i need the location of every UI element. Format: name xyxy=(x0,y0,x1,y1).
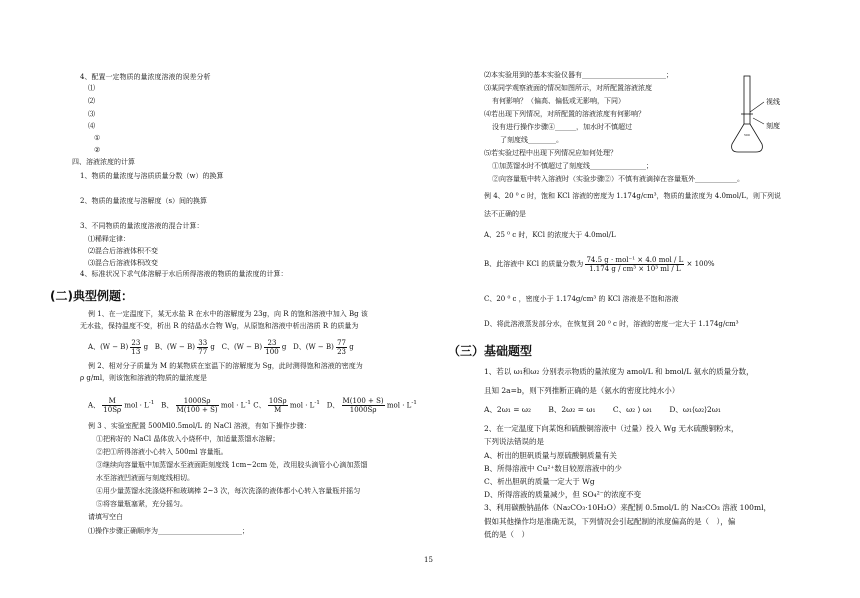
question-1-text: 1、若以 ω₁和ω₂ 分别表示物质的量浓度为 amol/L 和 bmol/L 氨水的质量分数， xyxy=(484,367,754,376)
unit: mol · L xyxy=(124,401,149,410)
fraction: $\frac{33}{77}$ xyxy=(198,338,208,356)
right-line: 了刻度线________。 xyxy=(500,136,563,144)
example-2-text: ρ g/ml，则该饱和溶液的物质的量浓度是 xyxy=(80,374,208,382)
flask-neck xyxy=(744,76,750,124)
left-line: 1、物质的量浓度与溶质质量分数（w）的换算 xyxy=(80,172,224,180)
page-number: 15 xyxy=(424,556,433,564)
left-line: 2、物质的量浓度与溶解度（s）间的换算 xyxy=(80,197,208,205)
option-a: A、 xyxy=(88,401,101,410)
example-4-option-a: A、25 ⁰ c 时，KCl 的浓度大于 4.0mol/L xyxy=(484,231,616,239)
left-line: 3、不同物质的量浓度溶液的混合计算： xyxy=(80,222,204,230)
option-c: C、 xyxy=(221,343,234,351)
flask-label: 500 xyxy=(744,133,750,137)
example-4-option-d: D、将此溶液蒸发部分水，在恢复到 20 ⁰ c 时，溶液的密度一定大于 1.174g/cm³ xyxy=(484,320,739,328)
example-4-option-c: C、20 ⁰ c ，密度小于 1.174g/cm³ 的 KCl 溶液是不饱和溶液 xyxy=(484,295,679,303)
unit: g xyxy=(349,343,354,351)
expr: (W − B) xyxy=(233,343,263,351)
fraction: $\frac{1000S\rho}{M(100 + S)}$ xyxy=(176,396,218,414)
example-3-step: 水至溶液凹液面与刻度线相切。 xyxy=(96,474,194,482)
right-line: ⑵本实验用到的基本实验仪器有________________________； xyxy=(484,71,673,79)
unit: mol · L xyxy=(289,401,315,410)
right-line: ⑷若出现下列情况，对所配置的溶液浓度有何影响？ xyxy=(484,110,645,118)
left-line: ⑷ xyxy=(88,122,95,130)
unit: g xyxy=(210,343,215,351)
unit: g xyxy=(281,343,287,351)
unit: mol · L xyxy=(220,401,246,410)
example-4-text: 法不正确的是 xyxy=(484,210,526,218)
question-2-text: 下列说法错误的是 xyxy=(484,437,544,446)
option-d: D、 xyxy=(326,401,340,410)
section-heading: 四、溶液浓度的计算 xyxy=(72,158,135,166)
volumetric-flask-figure xyxy=(726,74,794,156)
left-line: 4、配置一定物质的量浓度溶液的误差分析 xyxy=(80,73,211,81)
example-2-options: A、 $\frac{M}{10S\rho}$ mol · $L^{-1}$ B、 $\frac{1000S\rho}{M(100 + S)}$ mol · $L^{-1}$ C、 $\frac{10S\rho}{M}$ mol · $L^{-1}$ D、 $\frac{M(100 + S)}{1000S\rho}$ mol · $L^{-1}$ xyxy=(88,396,417,414)
example-1-text: 无水盐，保持温度不变，析出 R 的结晶水合物 Wg，从原饱和溶液中析出溶质 R 的质量为 xyxy=(80,322,359,330)
option-d: D、 xyxy=(293,343,306,351)
option-b: B、 xyxy=(154,343,167,351)
expr: (W − B) xyxy=(100,343,129,351)
question-2-option-c: C、析出胆矾的质量一定大于 Wg xyxy=(484,477,595,486)
option-c: C、 xyxy=(253,401,266,410)
question-2-option-b: B、所得溶液中 Cu²⁺数目较原溶液中的少 xyxy=(484,464,622,473)
fraction: $\frac{23}{13}$ xyxy=(131,338,141,356)
example-3-question: ⑴操作步骤正确顺序为________________________； xyxy=(88,527,249,535)
right-line: 有何影响？（偏高、偏低或无影响，下同） xyxy=(492,97,625,105)
question-3-text: 假如其他操作均是准确无误，下列情况会引起配制的浓度偏高的是（ ），偏 xyxy=(484,517,736,526)
section-title-basics: （三）基础题型 xyxy=(448,344,533,358)
question-3-text: 3、利用碳酸钠晶体（Na₂CO₃·10H₂O）来配制 0.5mol/L 的 Na₂CO₃ 溶液 100ml， xyxy=(484,503,771,512)
fraction: $\frac{23}{100}$ xyxy=(265,338,279,356)
expr: (W − B) xyxy=(305,343,334,351)
fraction: $\frac{10S\rho}{M}$ xyxy=(268,396,287,414)
section-title-examples: (二)典型例题： xyxy=(50,289,133,303)
percent-tail: × 100% xyxy=(686,260,715,268)
example-2-text: 例 2、相对分子质量为 M 的某物质在室温下的溶解度为 Sg，此时测得饱和溶液的密度为 xyxy=(88,362,363,370)
fraction: $\frac{77}{23}$ xyxy=(337,338,346,356)
question-2-option-a: A、析出的胆矾质量与原硫酸铜质量有关 xyxy=(484,451,617,460)
example-3-step: ①把称好的 NaCl 晶体放入小烧杯中，加适量蒸馏水溶解； xyxy=(96,435,280,443)
right-line: ⑶某同学观察液面的情况如图所示，对所配置溶液浓度 xyxy=(484,84,652,92)
example-3-step: ③继续向容量瓶中加蒸馏水至液面距刻度线 1cm~2cm 处，改用胶头滴管小心滴加蒸馏 xyxy=(96,461,368,469)
fraction: $\frac{\text{74.5 g · mol⁻¹ × 4.0 mol / L}}{\text{1.174 g / cm³ × 10³ ml / L}}$ xyxy=(586,255,684,273)
left-line: ⑶混合后溶液体积改变 xyxy=(88,259,158,267)
left-line: ⑵ xyxy=(88,97,95,105)
example-1-text: 例 1、在一定温度下，某无水盐 R 在水中的溶解度为 23g，向 R 的饱和溶液中加入 Bg 该 xyxy=(88,310,368,318)
example-3-text: 请填写空白 xyxy=(88,513,123,521)
right-line: ①加蒸馏水时不慎超过了刻度线________________； xyxy=(492,162,653,170)
left-line: ⑴ xyxy=(88,84,95,92)
fraction: $\frac{M(100 + S)}{1000S\rho}$ xyxy=(342,396,384,414)
sight-line xyxy=(750,102,764,112)
question-2-text: 2、在一定温度下向某饱和硫酸铜溶液中（过量）投入 Wg 无水硫酸铜粉末， xyxy=(484,424,739,433)
mark-pointer xyxy=(753,118,764,124)
fraction: $\frac{M}{10S\rho}$ xyxy=(103,396,122,414)
example-3-step: ⑤将容量瓶塞紧，充分摇匀。 xyxy=(96,500,187,508)
sight-label: 视线 xyxy=(766,98,780,106)
mark-label: 刻度 xyxy=(766,122,780,130)
left-line: 4、标准状况下求气体溶解于水后所得溶液的物质的量浓度的计算： xyxy=(80,270,288,278)
option-a: A、 xyxy=(88,343,101,351)
left-line: ⑶ xyxy=(88,110,95,118)
question-3-text: 低的是（ ） xyxy=(484,530,529,539)
left-line: ① xyxy=(94,134,101,142)
question-1-text: 且知 2a=b，则下列推断正确的是（氨水的密度比纯水小） xyxy=(484,386,680,395)
flask-body xyxy=(732,124,763,152)
left-line: ② xyxy=(94,146,101,154)
option-b: B、此溶液中 KCl 的质量分数为 xyxy=(484,260,584,268)
option-b: B、 xyxy=(161,401,174,410)
example-3-step: ②把①所得溶液小心转入 500ml 容量瓶。 xyxy=(96,448,228,456)
question-1-options: A、2ω₁ = ω₂ B、2ω₂ = ω₁ C、ω₂ ⟩ ω₁ D、ω₁⟨ω₂⟩2ω₁ xyxy=(484,405,721,414)
unit: g xyxy=(143,343,149,351)
right-line: 没有进行操作步骤④______，加水时不慎超过 xyxy=(492,123,632,131)
example-3-step: ④用少量蒸馏水洗涤烧杯和玻璃棒 2~3 次，每次洗涤的液体都小心转入容量瓶并摇匀 xyxy=(96,487,361,495)
example-1-options xyxy=(88,338,354,356)
right-line: ⑸若实验过程中出现下列情况应如何处理？ xyxy=(484,149,617,157)
left-line: ⑵混合后溶液体积不变 xyxy=(88,247,158,255)
right-line: ②向容量瓶中转入溶液时（实验步骤②）不慎有液滴掉在容量瓶外____________。 xyxy=(492,175,744,183)
example-3-text: 例 3 、实验室配置 500Ml0.5mol/L 的 NaCl 溶液，有如下操作步骤： xyxy=(88,422,311,430)
left-line: ⑴稀释定律： xyxy=(88,235,130,243)
example-4-text: 例 4、20 ⁰ c 时，饱和 KCl 溶液的密度为 1.174g/cm³，物质的量浓度为 4.0mol/L，则下列说 xyxy=(484,192,781,200)
example-4-option-b xyxy=(484,253,715,275)
unit: mol · L xyxy=(386,401,412,410)
question-2-option-d: D、所得溶液的质量减少，但 SO₄²⁻的浓度不变 xyxy=(484,490,642,499)
expr: (W − B) xyxy=(166,343,196,351)
